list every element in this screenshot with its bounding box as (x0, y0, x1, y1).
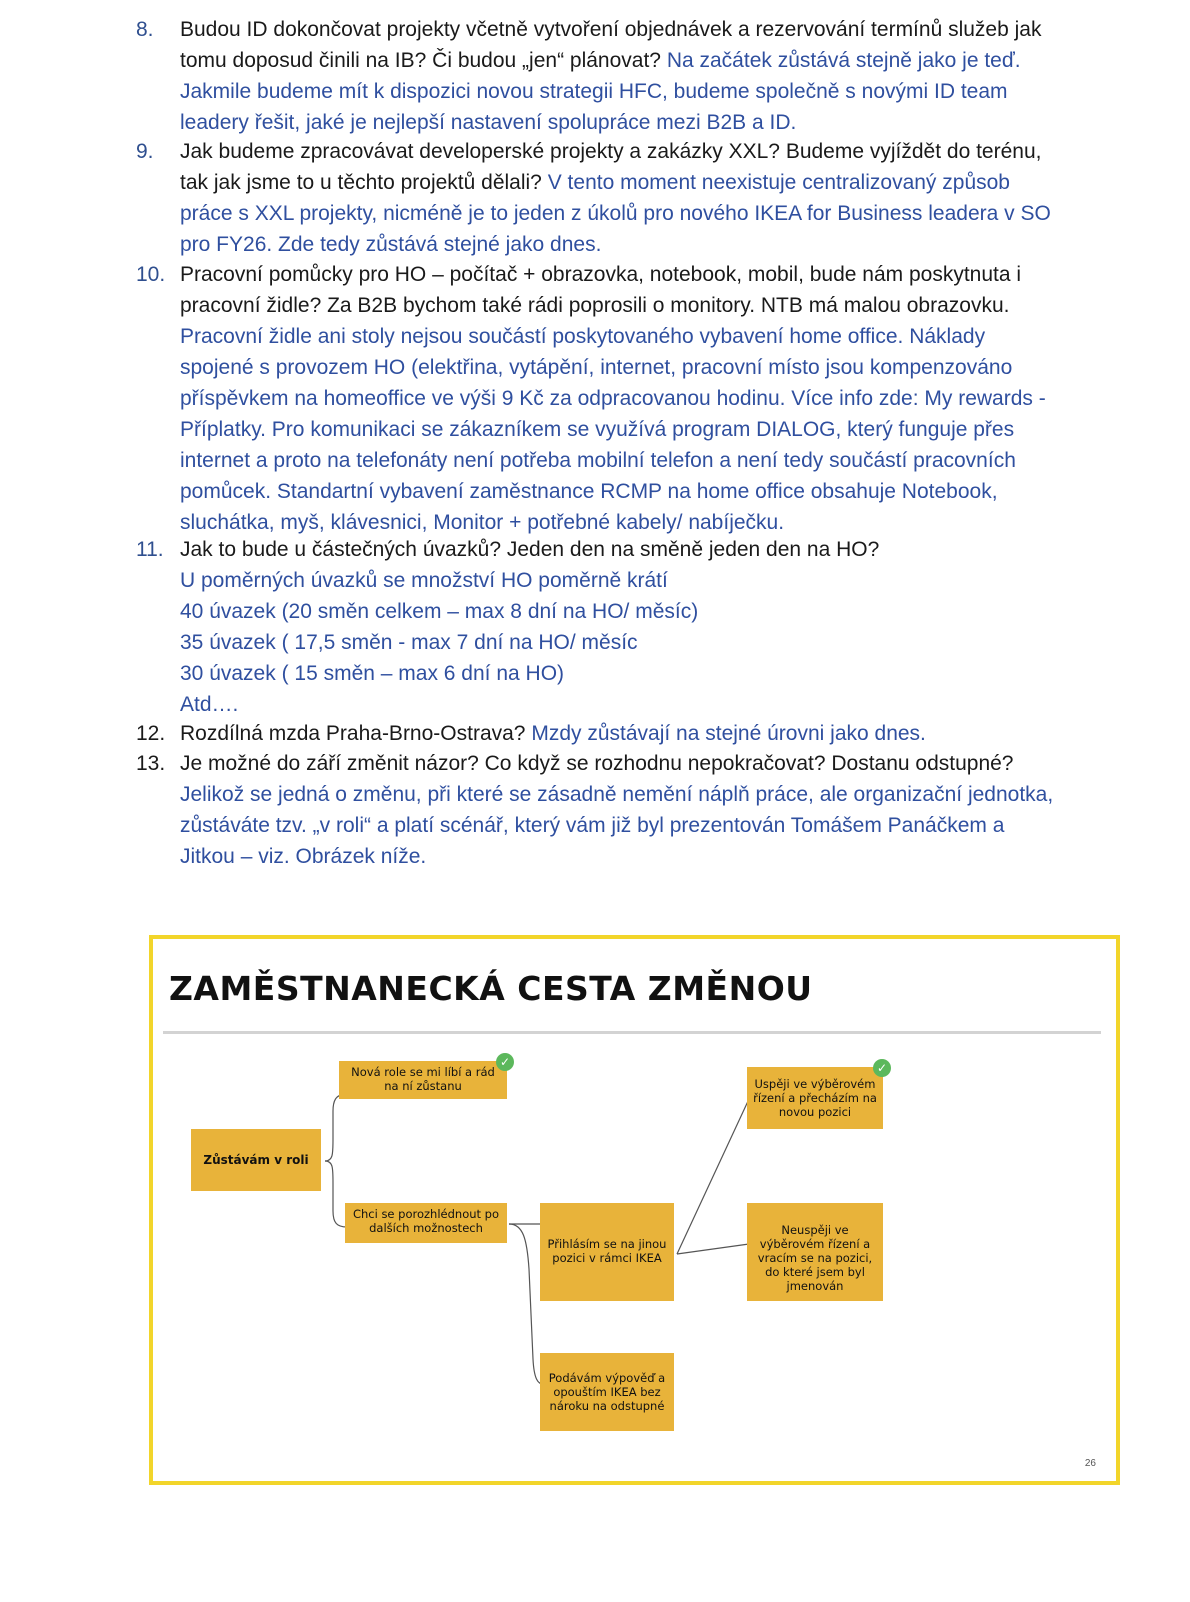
answer-text: internet a proto na telefonáty není potřeba mobilní telefon a není tedy součástí pracovních (180, 448, 1016, 472)
faq-item-body (180, 259, 1100, 538)
question-text: Jak to bude u částečných úvazků? Jeden den na směně jeden den na HO? (180, 538, 880, 562)
connector-apply-fail (677, 1244, 749, 1254)
box-new-role (339, 1061, 507, 1099)
answer-inline-text: V tento moment neexistuje centralizovaný způsob (547, 171, 1010, 195)
slide-figure (149, 935, 1120, 1485)
question-text: tomu doposud činili na IB? Či budou „jen“ plánovat? (180, 49, 661, 72)
question-text: Budou ID dokončovat projekty včetně vytvoření objednávek a rezervování termínů služeb jak (180, 18, 1042, 41)
question-text: Rozdílná mzda Praha-Brno-Ostrava? (180, 721, 526, 745)
faq-item-body (180, 136, 1100, 260)
box-stay-in-role-label: Zůstávám v roli (203, 1153, 309, 1167)
box-apply-other-position (540, 1203, 674, 1301)
faq-item-body (180, 14, 1100, 138)
faq-item-number: 9. (136, 140, 154, 164)
answer-text: Jakmile budeme mít k dispozici novou strategii HFC, budeme společně s novými ID team (180, 80, 1008, 103)
answer-text: spojené s provozem HO (elektřina, vytápění, internet, pracovní místo jsou kompenzováno (180, 355, 1013, 379)
answer-inline-text: Mzdy zůstávají na stejné úrovni jako dnes. (531, 721, 926, 745)
faq-item-number: 11. (136, 538, 164, 562)
question-text: pracovní židle? Za B2B bychom také rádi poprosili o monitory. NTB má malou obrazovku. (180, 293, 1010, 317)
slide-page-number: 26 (1084, 1458, 1096, 1469)
box-resign (540, 1353, 674, 1431)
box-stay-in-role (191, 1129, 321, 1191)
answer-text: Příplatky. Pro komunikaci se zákazníkem se využívá program DIALOG, který funguje přes (180, 417, 1015, 441)
answer-text: 30 úvazek ( 15 směn – max 6 dní na HO) (180, 662, 565, 686)
answer-text: zůstáváte tzv. „v roli“ a platí scénář, který vám již byl prezentován Tomášem Panáčkem a (180, 814, 1005, 838)
connector-stay-lookaround (325, 1161, 347, 1227)
question-text: tak jak jsme to u těchto projektů dělali? (180, 171, 542, 195)
question-text: Pracovní pomůcky pro HO – počítač + obrazovka, notebook, mobil, bude nám poskytnuta i (180, 262, 1022, 286)
connector-apply-success (677, 1099, 749, 1254)
box-success (747, 1067, 883, 1129)
faq-item-number: 13. (136, 752, 166, 776)
box-fail (747, 1203, 883, 1301)
faq-item-body (180, 718, 1100, 749)
answer-text: Atd…. (180, 693, 239, 717)
box-success-label: Uspěji ve výběrovém řízení a přecházím na novou pozici (753, 1077, 877, 1119)
check-circle-icon: ✓ (873, 1059, 891, 1077)
faq-item-number: 12. (136, 721, 166, 745)
box-apply-label: Přihlásím se na jinou pozici v rámci IKEA (547, 1237, 667, 1265)
box-look-around-label: Chci se porozhlédnout po dalších možnostech (352, 1207, 500, 1235)
answer-text: Pracovní židle ani stoly nejsou součástí poskytovaného vybavení home office. Náklady (180, 324, 986, 348)
check-circle-icon: ✓ (496, 1053, 514, 1071)
slide-title: ZAMĚSTNANECKÁ CESTA ZMĚNOU (169, 969, 813, 1008)
connector-lookaround-resign (509, 1224, 543, 1384)
answer-text: příspěvkem na homeoffice ve výši 9 Kč za odpracovanou hodinu. Více info zde: My rewards - (180, 386, 1046, 410)
answer-text: práce s XXL projekty, nicméně je to jeden z úkolů pro nového IKEA for Business leadera v SO (180, 202, 1051, 226)
answer-inline-text: Na začátek zůstává stejně jako je teď. (666, 49, 1021, 72)
answer-text: 35 úvazek ( 17,5 směn - max 7 dní na HO/ měsíc (180, 631, 638, 655)
box-resign-label: Podávám výpověď a opouštím IKEA bez nároku na odstupné (548, 1371, 666, 1413)
answer-text: pomůcek. Standartní vybavení zaměstnance RCMP na home office obsahuje Notebook, (180, 479, 998, 503)
faq-item-body (180, 534, 1100, 720)
answer-text: 40 úvazek (20 směn celkem – max 8 dní na HO/ měsíc) (180, 600, 699, 624)
box-new-role-label: Nová role se mi líbí a rád na ní zůstanu (351, 1065, 495, 1093)
box-look-around (345, 1203, 507, 1243)
answer-text: sluchátka, myš, klávesnici, Monitor + potřebné kabely/ nabíječku. (180, 510, 785, 534)
faq-item-body (180, 748, 1100, 872)
connector-stay-newrole (325, 1095, 343, 1161)
answer-text: U poměrných úvazků se množství HO poměrně krátí (180, 569, 668, 593)
faq-item-number: 10. (136, 262, 166, 286)
answer-text: Jelikož se jedná o změnu, při které se zásadně nemění náplň práce, ale organizační jednotka, (180, 783, 1054, 807)
box-fail-label: Neuspěji ve výběrovém řízení a vracím se na pozici, do které jsem byl jmenován (757, 1223, 873, 1293)
answer-text: pro FY26. Zde tedy zůstává stejné jako dnes. (180, 233, 602, 257)
question-text: Jak budeme zpracovávat developerské projekty a zakázky XXL? Budeme vyjíždět do terénu, (180, 140, 1042, 164)
faq-item-number: 8. (136, 18, 154, 41)
answer-text: Jitkou – viz. Obrázek níže. (180, 845, 427, 869)
answer-text: leadery řešit, jaké je nejlepší nastavení spolupráce mezi B2B a ID. (180, 111, 797, 134)
question-text: Je možné do září změnit názor? Co když se rozhodnu nepokračovat? Dostanu odstupné? (180, 752, 1014, 776)
